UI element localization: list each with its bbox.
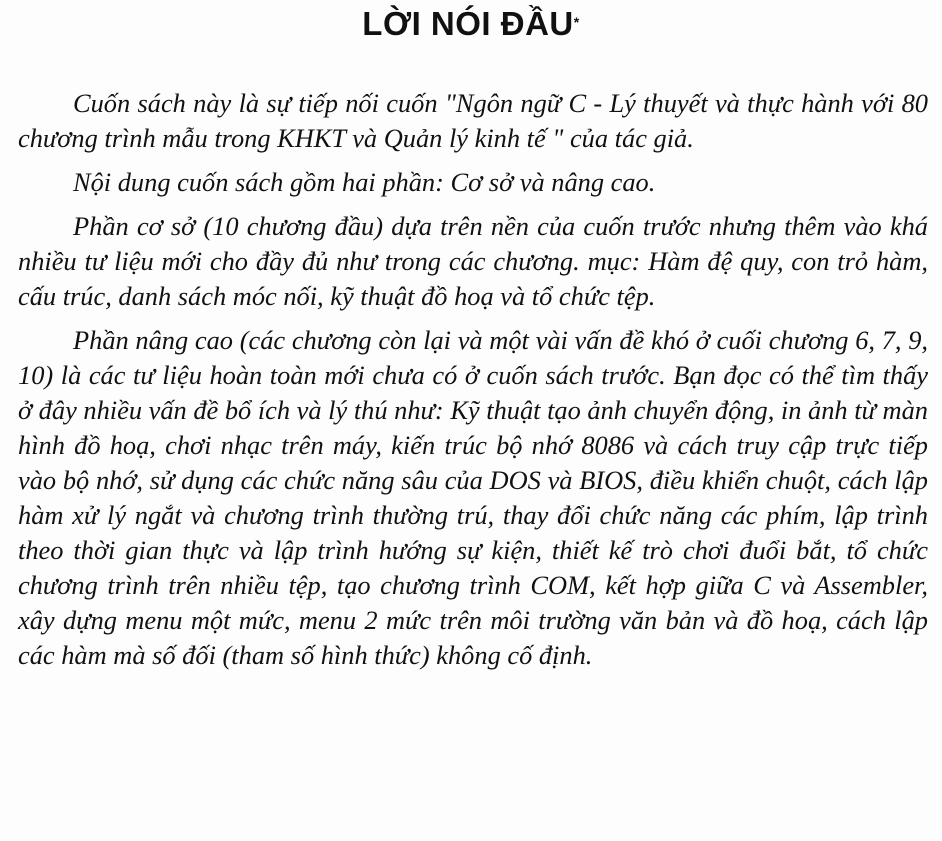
page-title bbox=[0, 4, 942, 44]
preface-body bbox=[18, 86, 928, 673]
paragraph-advanced-part: Phần nâng cao (các chương còn lại và một vài vấn đề khó ở cuối chương 6, 7, 9, 10) là các tư liệu hoàn toàn mới chưa có ở cuốn sách trước. Bạn đọc có thể tìm thấy ở đây nhiều vấn đề bổ ích và lý thú như: Kỹ thuật tạo ảnh chuyển động, in ảnh từ màn hình đồ hoạ, chơi nhạc trên máy, kiến trúc bộ nhớ 8086 và cách truy cập trực tiếp vào bộ nhớ, sử dụng các chức năng sâu của DOS và BIOS, điều khiển chuột, cách lập hàm xử lý ngắt và chương trình thường trú, thay đổi chức năng các phím, lập trình theo thời gian thực và lập trình hướng sự kiện, thiết kế trò chơi đuổi bắt, tổ chức chương trình trên nhiều tệp, tạo chương trình COM, kết hợp giữa C và Assembler, xây dựng menu một mức, menu 2 mức trên môi trường văn bản và đồ hoạ, cách lập các hàm mà số đối (tham số hình thức) không cố định. bbox=[18, 325, 928, 670]
paragraph-basic-part: Phần cơ sở (10 chương đầu) dựa trên nền của cuốn trước nhưng thêm vào khá nhiều tư liệu mới cho đầy đủ như trong các chương. mục: Hàm đệ quy, con trỏ hàm, cấu trúc, danh sách móc nối, kỹ thuật đồ hoạ và tổ chức tệp. bbox=[18, 211, 928, 311]
title-footnote-mark: * bbox=[573, 14, 580, 30]
title-text: LỜI NÓI ĐẦU bbox=[362, 5, 574, 42]
paragraph-contents: Nội dung cuốn sách gồm hai phần: Cơ sở và nâng cao. bbox=[73, 167, 656, 197]
paragraph-intro: Cuốn sách này là sự tiếp nối cuốn "Ngôn ngữ C - Lý thuyết và thực hành với 80 chương trình mẫu trong KHKT và Quản lý kinh tế " của tác giả. bbox=[18, 88, 928, 153]
